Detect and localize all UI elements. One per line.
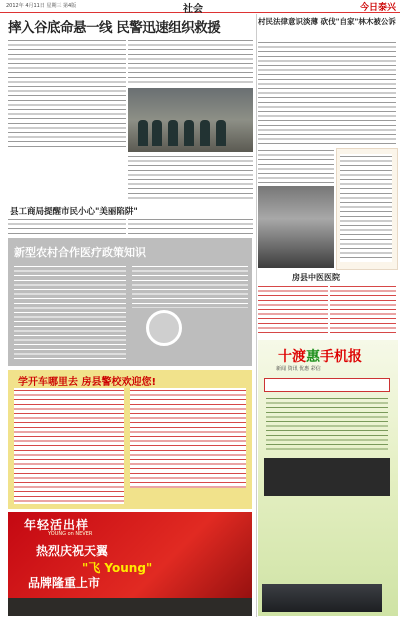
ad-line5: 品牌隆重上市 [28,576,101,590]
mobile-ad-text [266,396,388,452]
mobile-ad-title-rest: 手机报 [320,349,362,365]
mobile-ad-title-green: 惠 [306,349,320,365]
ad-line3: 热烈庆祝天翼 [36,544,109,558]
body-text-block [8,38,126,150]
body-text-block [258,148,334,184]
mobile-news-ad [258,340,398,616]
article-title: 县工商局提醒市民小心"美丽陷阱" [10,207,138,217]
telecom-ad [8,512,252,616]
issue-date: 2012年 4月11日 星期三 第4版 [6,3,77,9]
body-text-block [8,217,126,237]
mobile-ad-tag [264,378,390,392]
body-text-block [128,154,253,202]
news-photo [128,88,253,152]
headline-right: 村民法律意识淡薄 砍伐"自家"林木被公诉 [258,17,396,26]
mobile-ad-sub: 新闻 资讯 优惠 彩信 [276,366,321,372]
policy-title: 新型农村合作医疗政策知识 [14,246,146,259]
hospital-text [330,284,396,336]
section-title: 社会 [183,4,203,15]
body-text-block [14,264,126,360]
ad-line1: 年轻活出样 [24,518,90,532]
mobile-ad-footer [262,584,382,612]
building-photo [258,186,334,268]
phone-strip [8,598,252,616]
ad-line2: YOUNG on NEVER [48,531,93,537]
body-text-block [340,154,392,262]
masthead-logo: 今日泰兴 [359,3,396,13]
ad-line4: "飞 Young" [82,561,153,575]
divider [256,14,257,617]
mobile-ad-title [278,346,362,366]
ad-text-block [14,388,124,504]
body-text-block [128,38,253,86]
body-text-block [258,40,396,144]
headline-left: 摔入谷底命悬一线 民警迅速组织救援 [8,20,221,36]
mobile-phones-photo [264,458,390,496]
driving-school-title: 学开车哪里去 房县警校欢迎您! [18,377,157,388]
page-header [0,0,400,13]
body-text-block [128,217,253,237]
emblem-icon [146,310,182,346]
hospital-ad [258,272,396,338]
body-text-block [132,264,248,308]
hospital-text [258,284,328,336]
mobile-ad-title-red: 十渡 [278,349,306,365]
hospital-title: 房县中医医院 [292,273,340,282]
ad-text-block [130,388,246,488]
